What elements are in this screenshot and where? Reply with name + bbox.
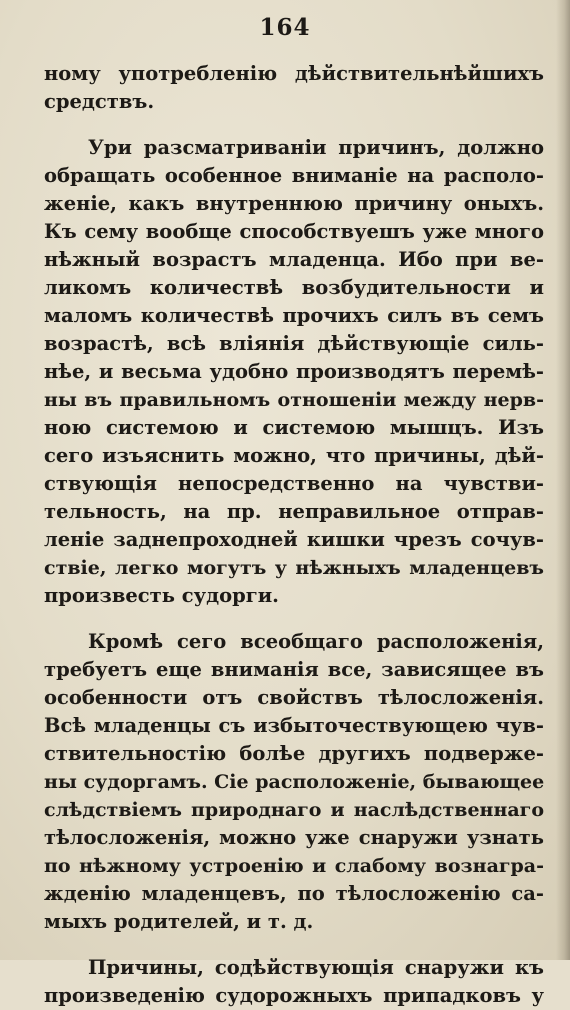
text-line: ны въ правильномъ отношеніи между нерв- bbox=[44, 389, 544, 411]
text-line: произведенію судорожныхъ припадковъ у bbox=[44, 984, 544, 1007]
text-line: тѣлосложенія, можно уже снаружи узнать bbox=[44, 826, 544, 849]
text-line: особенности отъ свойствъ тѣлосложенія. bbox=[44, 686, 544, 709]
text-line: Всѣ младенцы съ избыточествующею чув- bbox=[44, 714, 544, 737]
text-line: Къ сему вообще способствуешъ уже много bbox=[44, 220, 544, 243]
text-line: мыхъ родителей, и т. д. bbox=[44, 910, 314, 933]
page-number: 164 bbox=[259, 14, 311, 41]
text-line: тельность, на пр. неправильное отправ- bbox=[44, 500, 544, 523]
text-line: ны судоргамъ. Сіе расположеніе, бывающее bbox=[44, 771, 545, 793]
text-line: ною системою и системою мышцъ. Изъ bbox=[44, 416, 544, 439]
text-line: нѣе, и весьма удобно производятъ перемѣ- bbox=[44, 360, 544, 383]
text-line: нѣжный возрастъ младенца. Ибо при ве- bbox=[44, 248, 544, 271]
body-text bbox=[44, 60, 544, 1010]
text-line: ствительностію болѣе другихъ подвержe- bbox=[44, 742, 544, 765]
text-line: средствъ. bbox=[44, 90, 155, 113]
paragraph bbox=[44, 954, 544, 1010]
text-line: по нѣжному устроенію и слабому вознагра- bbox=[44, 855, 544, 877]
text-line: ствующія непосредственно на чувстви- bbox=[44, 472, 544, 495]
text-line: Кромѣ сего всеобщаго расположенія, bbox=[88, 630, 544, 653]
text-line: сего изъяснить можно, что причины, дѣй- bbox=[44, 444, 544, 467]
text-line: Причины, содѣйствующія снаружи къ bbox=[88, 956, 544, 979]
text-line: Ури разсматриваніи причинъ, должно bbox=[88, 136, 544, 159]
text-line: жденію младенцевъ, по тѣлосложенію са- bbox=[44, 882, 544, 905]
text-line: произвесть судорги. bbox=[44, 584, 279, 607]
text-line: женіе, какъ внутреннюю причину оныхъ. bbox=[44, 192, 544, 215]
text-line: обращать особенное вниманіе на располо- bbox=[44, 164, 544, 187]
paragraph bbox=[44, 134, 544, 610]
text-line: слѣдствіемъ природнаго и наслѣдственнаго bbox=[44, 799, 544, 821]
page-edge-shadow bbox=[556, 0, 570, 960]
text-line: ному употребленію дѣйствительнѣйшихъ bbox=[44, 62, 544, 85]
paragraph bbox=[44, 60, 544, 116]
text-line: возрастѣ, всѣ вліянія дѣйствующіе силь- bbox=[44, 332, 544, 355]
text-line: леніе заднепроходней кишки чрезъ сочув- bbox=[44, 528, 544, 551]
text-line: ликомъ количествѣ возбудительности и bbox=[44, 276, 544, 299]
text-line: требуетъ еще вниманія все, зависящее въ bbox=[44, 658, 544, 681]
text-line: маломъ количествѣ прочихъ силъ въ семъ bbox=[44, 304, 544, 327]
paragraph bbox=[44, 628, 544, 936]
text-line: ствіе, легко могутъ у нѣжныхъ младенцевъ bbox=[44, 557, 544, 579]
